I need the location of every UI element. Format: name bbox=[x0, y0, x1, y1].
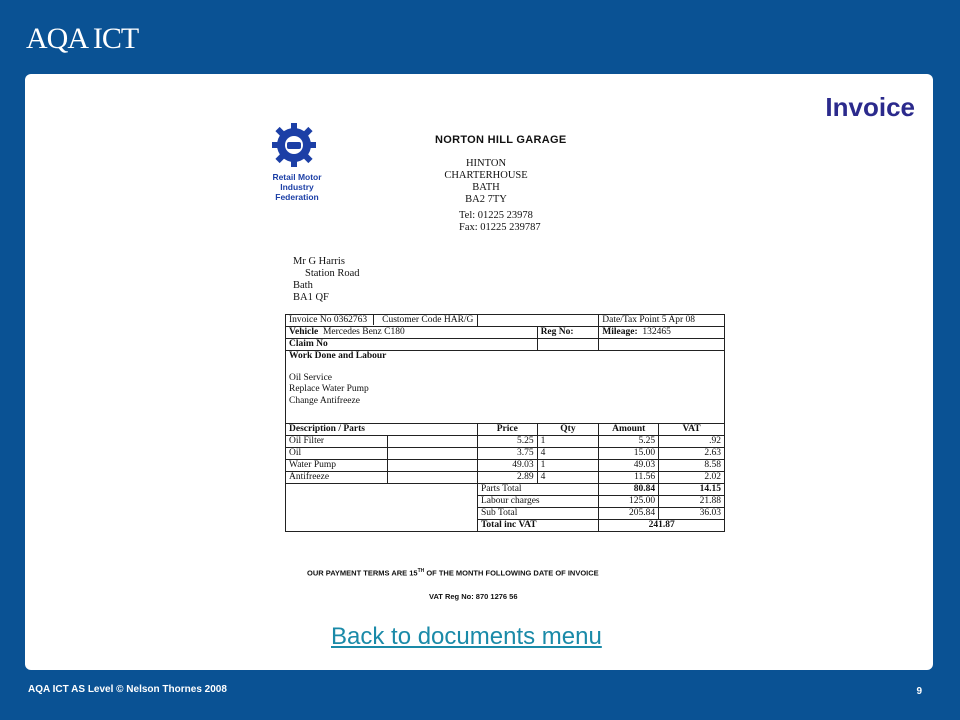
garage-contact: Tel: 01225 23978 Fax: 01225 239787 bbox=[459, 210, 541, 233]
invoice-header-row bbox=[286, 315, 725, 327]
cog-emblem-icon bbox=[265, 120, 323, 170]
aqa-ict-logo: AQA ICT bbox=[26, 22, 139, 55]
content-panel bbox=[25, 74, 933, 670]
rmi-federation-badge: Retail Motor Industry Federation bbox=[265, 120, 323, 202]
footer-copyright: AQA ICT AS Level © Nelson Thornes 2008 bbox=[28, 684, 227, 695]
invoice-number: Invoice No 0362763 Customer Code HAR/G bbox=[286, 315, 478, 327]
grand-total-row: Total inc VAT 241.87 bbox=[286, 520, 725, 532]
page-number: 9 bbox=[916, 686, 922, 697]
customer-address: Mr G Harris Station Road Bath BA1 QF bbox=[293, 256, 360, 303]
vat-reg-number: VAT Reg No: 870 1276 56 bbox=[429, 592, 518, 601]
payment-terms: OUR PAYMENT TERMS ARE 15TH OF THE MONTH FOLLOWING DATE OF INVOICE bbox=[307, 568, 599, 578]
back-to-documents-menu-link[interactable]: Back to documents menu bbox=[331, 623, 602, 650]
table-row: Oil Filter 5.25 1 5.25 .92 bbox=[286, 436, 725, 448]
table-row: Oil 3.75 4 15.00 2.63 bbox=[286, 448, 725, 460]
table-row: Water Pump 49.03 1 49.03 8.58 bbox=[286, 460, 725, 472]
date-tax-point: Date/Tax Point 5 Apr 08 bbox=[599, 315, 725, 327]
parts-header-row: Description / Parts Price Qty Amount VAT bbox=[286, 424, 725, 436]
totals-row: Labour charges 125.00 21.88 bbox=[286, 496, 725, 508]
invoice-table bbox=[285, 314, 725, 532]
totals-row: Parts Total 80.84 14.15 bbox=[286, 484, 725, 496]
invoice-document bbox=[259, 102, 721, 610]
table-row: Antifreeze 2.89 4 11.56 2.02 bbox=[286, 472, 725, 484]
vehicle-row: Vehicle Mercedes Benz C180 Reg No: Mileage: 132465 bbox=[286, 327, 725, 339]
work-done-row: Work Done and Labour Oil Service Replace Water Pump Change Antifreeze bbox=[286, 351, 725, 424]
slide-title: Invoice bbox=[825, 92, 915, 122]
totals-row: Sub Total 205.84 36.03 bbox=[286, 508, 725, 520]
garage-address: HINTON CHARTERHOUSE BATH BA2 7TY bbox=[444, 158, 528, 205]
garage-name: NORTON HILL GARAGE bbox=[435, 134, 567, 146]
claim-row: Claim No bbox=[286, 339, 725, 351]
